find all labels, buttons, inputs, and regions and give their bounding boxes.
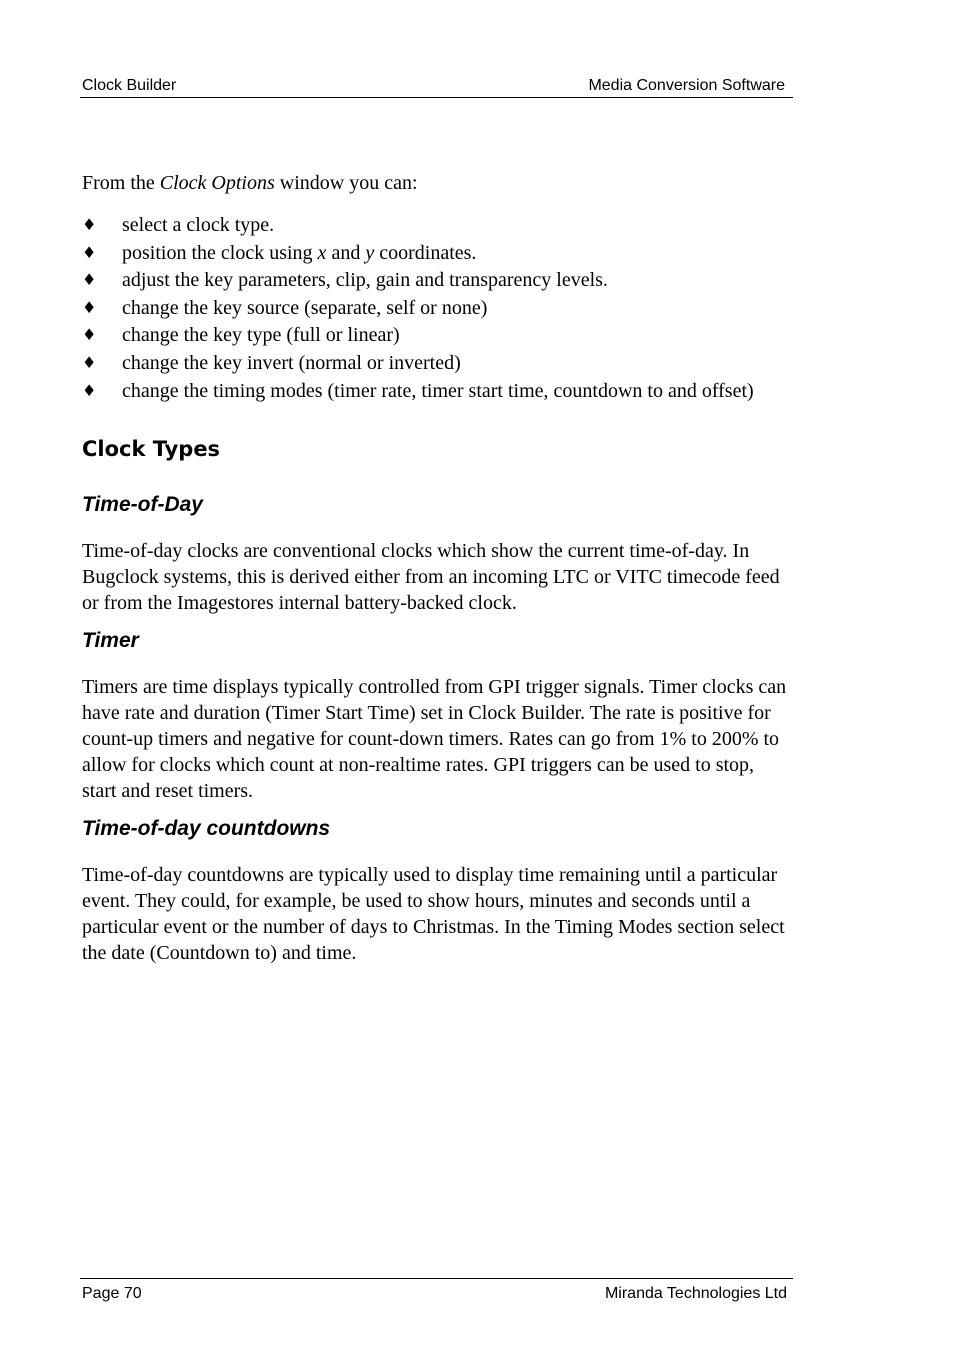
diamond-bullet-icon: ♦ xyxy=(82,270,97,290)
list-item-text: adjust the key parameters, clip, gain and transparency levels. xyxy=(122,269,608,292)
diamond-bullet-icon: ♦ xyxy=(82,325,97,345)
y-variable: y xyxy=(365,241,375,264)
list-item xyxy=(82,295,792,321)
list-item xyxy=(82,212,792,238)
page-footer xyxy=(80,1278,793,1302)
list-item-text-pre: position the clock using xyxy=(122,241,318,264)
intro-suffix: window you can: xyxy=(274,172,418,194)
intro-paragraph xyxy=(82,170,792,196)
subsection-heading-countdowns: Time-of-day countdowns xyxy=(82,816,331,840)
page-header xyxy=(80,76,793,98)
diamond-bullet-icon: ♦ xyxy=(82,352,97,372)
list-item-text: change the key invert (normal or inverted) xyxy=(122,351,461,374)
list-item-text: select a clock type. xyxy=(122,214,275,236)
list-item-text: change the key source (separate, self or none) xyxy=(122,296,488,319)
page-number: Page 70 xyxy=(82,1285,142,1302)
section-heading: Clock Types xyxy=(82,436,221,461)
diamond-bullet-icon: ♦ xyxy=(82,215,97,234)
list-item xyxy=(82,378,792,404)
header-title: Clock Builder xyxy=(82,77,177,94)
countdowns-paragraph: Time-of-day countdowns are typically used to display time remaining until a particular event. They could, for example, be used to show hours, minutes and seconds until a particular event or the number of days to Christmas. In the Timing Modes section select the date (Countdown to) and time. xyxy=(82,863,785,964)
list-item-text-post: coordinates. xyxy=(374,241,477,264)
list-item-text-mid: and xyxy=(326,241,366,264)
options-list xyxy=(82,212,792,404)
subsection-heading-time-of-day: Time-of-Day xyxy=(82,492,203,516)
intro-prefix: From the xyxy=(82,172,160,194)
timer-paragraph: Timers are time displays typically controlled from GPI trigger signals. Timer clocks can have rate and duration (Timer Start Time) set in Clock Builder. The rate is positive for count-up timers and negative for count-down timers. Rates can go from 1% to 200% to allow for clocks which count at non-realtime rates. GPI triggers can be used to stop, start and reset timers. xyxy=(82,675,787,802)
page-content xyxy=(82,170,792,966)
company-name: Miranda Technologies Ltd xyxy=(604,1285,787,1302)
list-item-text: change the key type (full or linear) xyxy=(122,324,400,347)
list-item-text: change the timing modes (timer rate, timer start time, countdown to and offset) xyxy=(122,379,754,402)
x-variable: x xyxy=(317,241,327,264)
list-item xyxy=(82,322,792,348)
time-of-day-paragraph: Time-of-day clocks are conventional clocks which show the current time-of-day. In Bugclock systems, this is derived either from an incoming LTC or VITC timecode feed or from the Imagestores internal battery-backed clock. xyxy=(82,539,780,614)
header-product: Media Conversion Software xyxy=(588,77,785,94)
list-item xyxy=(82,350,792,376)
list-item xyxy=(82,267,792,293)
subsection-heading-timer: Timer xyxy=(82,628,139,652)
diamond-bullet-icon: ♦ xyxy=(82,380,97,400)
diamond-bullet-icon: ♦ xyxy=(82,242,97,262)
diamond-bullet-icon: ♦ xyxy=(82,297,97,317)
intro-window-name: Clock Options xyxy=(159,172,275,194)
list-item xyxy=(82,240,792,266)
